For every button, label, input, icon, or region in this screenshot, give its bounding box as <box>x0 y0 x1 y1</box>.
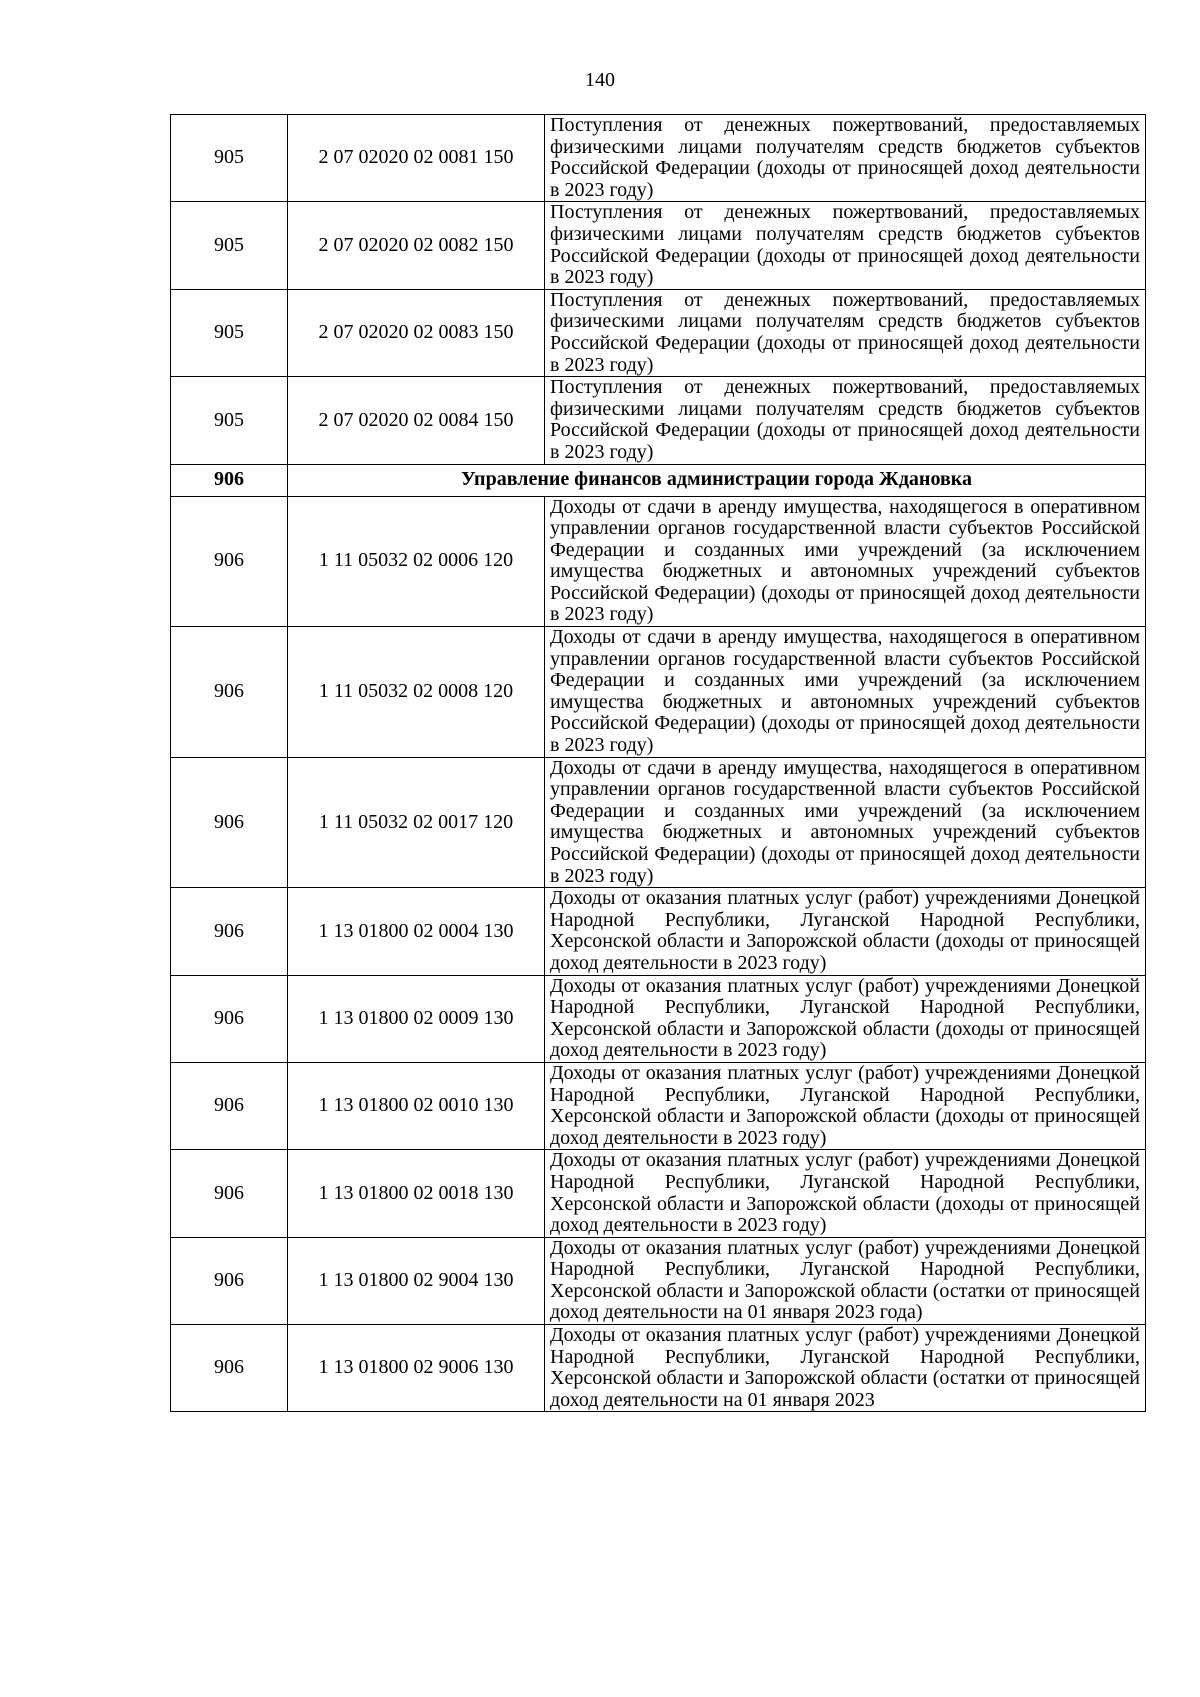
admin-code-cell: 906 <box>171 1062 288 1149</box>
kbk-code-cell: 1 11 05032 02 0006 120 <box>288 496 545 627</box>
kbk-code-cell: 2 07 02020 02 0082 150 <box>288 202 545 289</box>
description-cell: Доходы от оказания платных услуг (работ) учреждениями Донецкой Народной Республики, Луганской Народной Республики, Херсонской области и Запорожской области (доходы от приносящей доход деятельности в 2023 году) <box>545 888 1146 975</box>
description-cell: Доходы от оказания платных услуг (работ) учреждениями Донецкой Народной Республики, Луганской Народной Республики, Херсонской области и Запорожской области (доходы от приносящей доход деятельности в 2023 году) <box>545 1150 1146 1237</box>
page-number: 140 <box>585 69 615 91</box>
table-row <box>171 289 1146 376</box>
description-cell: Доходы от оказания платных услуг (работ) учреждениями Донецкой Народной Республики, Луганской Народной Республики, Херсонской области и Запорожской области (доходы от приносящей доход деятельности в 2023 году) <box>545 1062 1146 1149</box>
description-cell: Поступления от денежных пожертвований, предоставляемых физическими лицами получателям средств бюджетов субъектов Российской Федерации (доходы от приносящей доход деятельности в 2023 году) <box>545 289 1146 376</box>
table-row <box>171 888 1146 975</box>
description-cell: Поступления от денежных пожертвований, предоставляемых физическими лицами получателям средств бюджетов субъектов Российской Федерации (доходы от приносящей доход деятельности в 2023 году) <box>545 202 1146 289</box>
admin-code-cell: 906 <box>171 627 288 758</box>
admin-code-cell: 906 <box>171 975 288 1062</box>
admin-code-cell: 905 <box>171 289 288 376</box>
table-row <box>171 1062 1146 1149</box>
admin-code-cell: 906 <box>171 757 288 888</box>
description-cell: Поступления от денежных пожертвований, предоставляемых физическими лицами получателям средств бюджетов субъектов Российской Федерации (доходы от приносящей доход деятельности в 2023 году) <box>545 115 1146 202</box>
section-title: Управление финансов администрации города Ждановка <box>288 464 1146 496</box>
table-row <box>171 627 1146 758</box>
table-row <box>171 757 1146 888</box>
kbk-code-cell: 1 13 01800 02 0018 130 <box>288 1150 545 1237</box>
kbk-code-cell: 2 07 02020 02 0081 150 <box>288 115 545 202</box>
table-row <box>171 1325 1146 1412</box>
kbk-code-cell: 2 07 02020 02 0083 150 <box>288 289 545 376</box>
admin-code-cell: 905 <box>171 377 288 464</box>
admin-code-cell: 906 <box>171 888 288 975</box>
admin-code-cell: 905 <box>171 202 288 289</box>
kbk-code-cell: 1 13 01800 02 0004 130 <box>288 888 545 975</box>
admin-code-cell: 906 <box>171 1325 288 1412</box>
kbk-code-cell: 1 11 05032 02 0008 120 <box>288 627 545 758</box>
kbk-code-cell: 1 13 01800 02 0009 130 <box>288 975 545 1062</box>
admin-code-cell: 906 <box>171 1150 288 1237</box>
table-row <box>171 377 1146 464</box>
description-cell: Доходы от сдачи в аренду имущества, находящегося в оперативном управлении органов государственной власти субъектов Российской Федерации и созданных ими учреждений (за исключением имущества бюджетных и автономных учреждений субъектов Российской Федерации) (доходы от приносящей доход деятельности в 2023 году) <box>545 496 1146 627</box>
admin-code-cell: 905 <box>171 115 288 202</box>
table-row <box>171 115 1146 202</box>
kbk-code-cell: 1 13 01800 02 0010 130 <box>288 1062 545 1149</box>
table-row <box>171 975 1146 1062</box>
admin-code-cell: 906 <box>171 1237 288 1324</box>
admin-code-cell: 906 <box>171 496 288 627</box>
section-admin-code: 906 <box>171 464 288 496</box>
kbk-code-cell: 2 07 02020 02 0084 150 <box>288 377 545 464</box>
kbk-code-cell: 1 11 05032 02 0017 120 <box>288 757 545 888</box>
description-cell: Доходы от оказания платных услуг (работ) учреждениями Донецкой Народной Республики, Луганской Народной Республики, Херсонской области и Запорожской области (остатки от приносящей доход деятельности на 01 января 2023 года) <box>545 1237 1146 1324</box>
table-row <box>171 1150 1146 1237</box>
description-cell: Поступления от денежных пожертвований, предоставляемых физическими лицами получателям средств бюджетов субъектов Российской Федерации (доходы от приносящей доход деятельности в 2023 году) <box>545 377 1146 464</box>
table-row <box>171 1237 1146 1324</box>
description-cell: Доходы от сдачи в аренду имущества, находящегося в оперативном управлении органов государственной власти субъектов Российской Федерации и созданных ими учреждений (за исключением имущества бюджетных и автономных учреждений субъектов Российской Федерации) (доходы от приносящей доход деятельности в 2023 году) <box>545 757 1146 888</box>
section-header-row <box>171 464 1146 496</box>
kbk-code-cell: 1 13 01800 02 9006 130 <box>288 1325 545 1412</box>
description-cell: Доходы от оказания платных услуг (работ) учреждениями Донецкой Народной Республики, Луганской Народной Республики, Херсонской области и Запорожской области (остатки от приносящей доход деятельности на 01 января 2023 <box>545 1325 1146 1412</box>
revenue-codes-table <box>170 114 1146 1412</box>
description-cell: Доходы от оказания платных услуг (работ) учреждениями Донецкой Народной Республики, Луганской Народной Республики, Херсонской области и Запорожской области (доходы от приносящей доход деятельности в 2023 году) <box>545 975 1146 1062</box>
kbk-code-cell: 1 13 01800 02 9004 130 <box>288 1237 545 1324</box>
table-row <box>171 202 1146 289</box>
description-cell: Доходы от сдачи в аренду имущества, находящегося в оперативном управлении органов государственной власти субъектов Российской Федерации и созданных ими учреждений (за исключением имущества бюджетных и автономных учреждений субъектов Российской Федерации) (доходы от приносящей доход деятельности в 2023 году) <box>545 627 1146 758</box>
table-row <box>171 496 1146 627</box>
